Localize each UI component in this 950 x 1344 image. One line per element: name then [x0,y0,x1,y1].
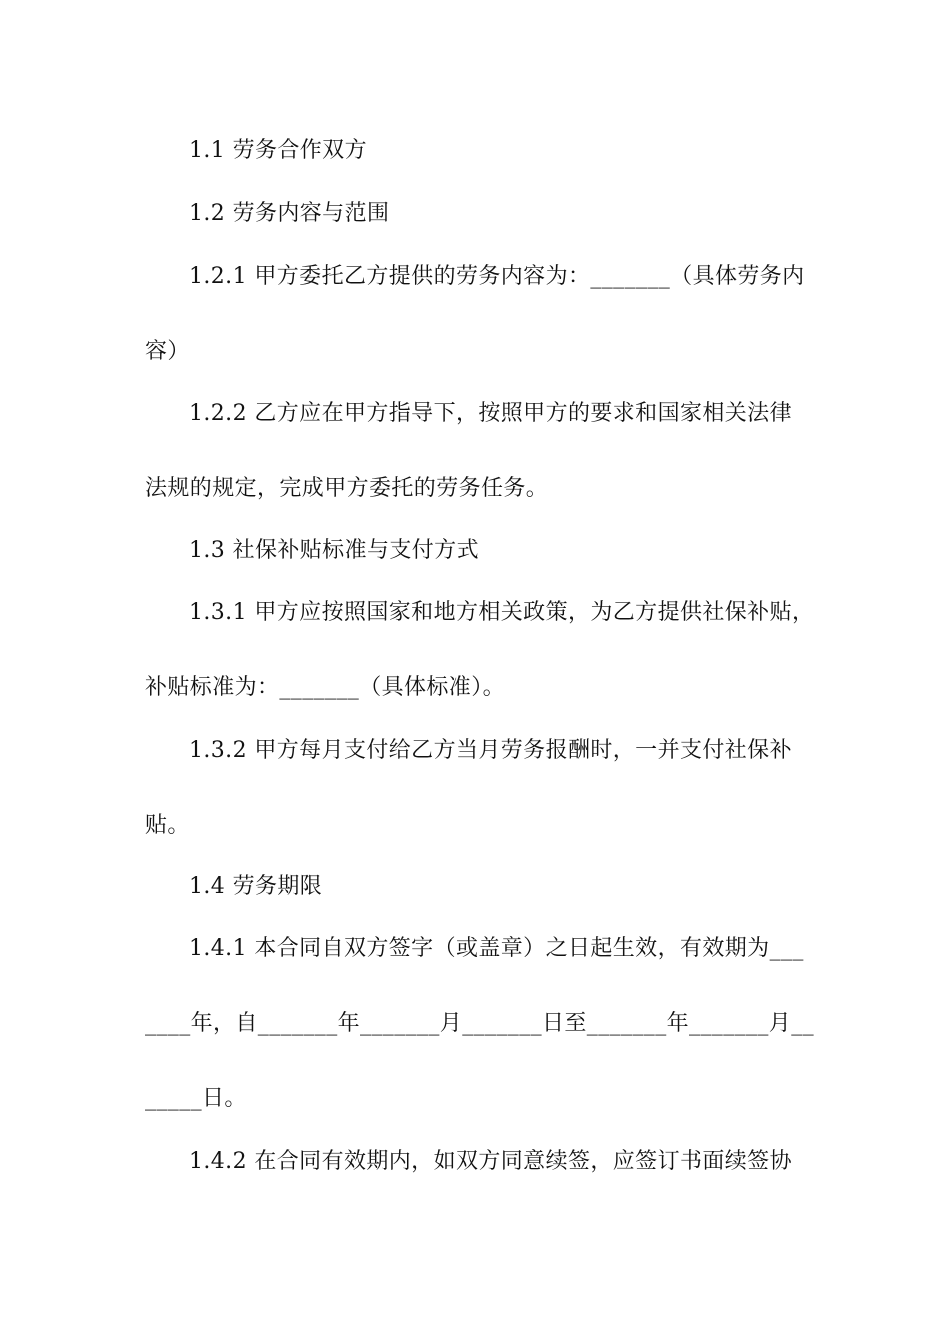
clause-1-3-2-line-2: 贴。 [145,813,190,838]
clause-1-2-2-line-1: 1.2.2 乙方应在甲方指导下，按照甲方的要求和国家相关法律 [189,401,792,426]
clause-1-2-1-line-2: 容） [145,339,190,364]
clause-1-2-1-line-1: 1.2.1 甲方委托乙方提供的劳务内容为：_______（具体劳务内 [189,264,805,289]
clause-1-3-1-line-2: 补贴标准为：_______（具体标准）。 [145,675,506,700]
clause-1-4-1-line-3: _____日。 [145,1086,247,1111]
section-heading-1-1: 1.1 劳务合作双方 [189,138,367,163]
section-heading-1-2: 1.2 劳务内容与范围 [189,201,390,226]
clause-1-3-1-line-1: 1.3.1 甲方应按照国家和地方相关政策，为乙方提供社保补贴， [189,600,815,625]
clause-1-4-1-line-1: 1.4.1 本合同自双方签字（或盖章）之日起生效，有效期为___ [189,936,804,961]
clause-1-2-2-line-2: 法规的规定，完成甲方委托的劳务任务。 [145,476,549,501]
clause-1-4-1-line-2: ____年，自_______年_______月_______日至_______年_______月__ [145,1011,815,1036]
section-heading-1-3: 1.3 社保补贴标准与支付方式 [189,538,479,563]
section-heading-1-4: 1.4 劳务期限 [189,874,323,899]
clause-1-3-2-line-1: 1.3.2 甲方每月支付给乙方当月劳务报酬时，一并支付社保补 [189,738,792,763]
clause-1-4-2-line-1: 1.4.2 在合同有效期内，如双方同意续签，应签订书面续签协 [189,1149,792,1174]
